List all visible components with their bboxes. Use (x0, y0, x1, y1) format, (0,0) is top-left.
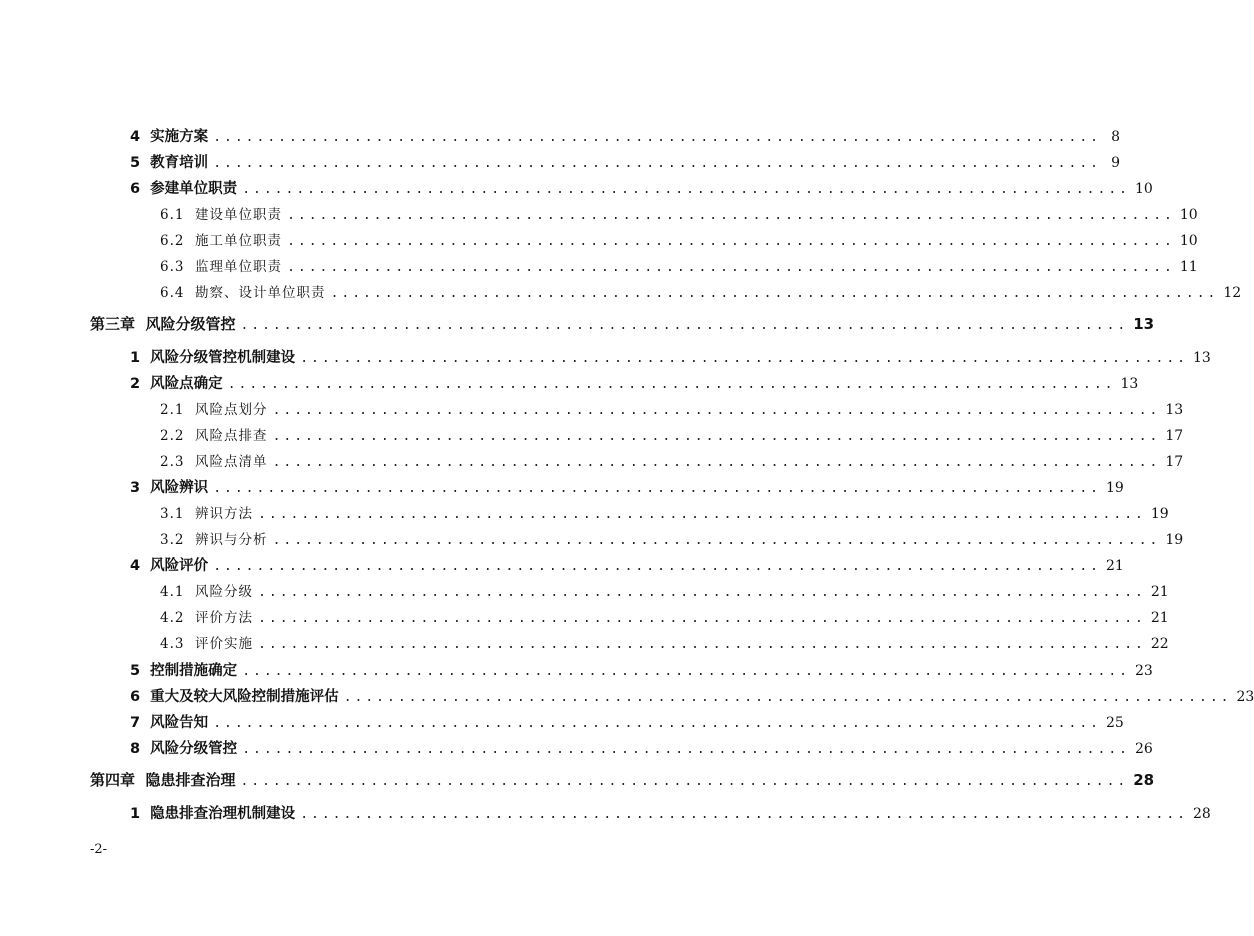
toc-entry-page: 22 (1150, 636, 1169, 652)
dot-leader: .................................................................................. (330, 286, 1219, 301)
dot-leader: .................................................................................. (300, 807, 1188, 822)
toc-entry-label: 6.2 施工单位职责 (160, 233, 283, 249)
toc-entry[interactable] (130, 685, 1254, 706)
toc-entry-page: 13 (1133, 315, 1155, 333)
toc-entry-label: 1 隐患排查治理机制建设 (130, 806, 296, 822)
toc-entry-label: 6 参建单位职责 (130, 181, 238, 197)
toc-entry-page: 25 (1105, 715, 1124, 731)
toc-entry-label: 6.1 建设单位职责 (160, 207, 283, 223)
toc-entry-page: 17 (1165, 454, 1184, 470)
toc-entry-label: 2.3 风险点清单 (160, 454, 268, 470)
toc-entry-page: 19 (1165, 532, 1184, 548)
toc-entry-label: 1 风险分级管控机制建设 (130, 350, 296, 366)
toc-entry-page: 21 (1105, 558, 1124, 574)
toc-entry-page: 19 (1105, 480, 1124, 496)
dot-leader: .................................................................................. (213, 481, 1101, 496)
toc-entry[interactable] (130, 802, 1211, 823)
toc-entry-label: 2.2 风险点排查 (160, 428, 268, 444)
toc-entry-label: 4 风险评价 (130, 558, 209, 574)
toc-entry[interactable] (160, 450, 1184, 470)
dot-leader: .................................................................................. (287, 208, 1175, 223)
toc-entry-label: 8 风险分级管控 (130, 741, 238, 757)
toc-entry-label: 6.3 监理单位职责 (160, 259, 283, 275)
toc-entry[interactable] (160, 502, 1169, 522)
dot-leader: .................................................................................. (272, 429, 1161, 444)
dot-leader: .................................................................................. (213, 559, 1101, 574)
toc-entry-page: 17 (1165, 428, 1184, 444)
toc-entry-label: 3 风险辨识 (130, 480, 209, 496)
toc-entry-page: 21 (1150, 584, 1169, 600)
dot-leader: .................................................................................. (258, 585, 1146, 600)
toc-chapter-entry[interactable] (90, 769, 1155, 790)
toc-entry[interactable] (130, 737, 1153, 758)
toc-entry[interactable] (130, 711, 1124, 732)
toc-entry[interactable] (160, 632, 1169, 652)
dot-leader: .................................................................................. (300, 351, 1188, 366)
toc-entry-label: 4.1 风险分级 (160, 584, 254, 600)
toc-entry[interactable] (160, 255, 1198, 275)
toc-entry-label: 6.4 勘察、设计单位职责 (160, 285, 326, 301)
dot-leader: .................................................................................. (272, 403, 1161, 418)
toc-entry[interactable] (130, 659, 1153, 680)
toc-entry-page: 26 (1134, 741, 1153, 757)
toc-entry-page: 23 (1236, 689, 1254, 705)
toc-entry-label: 第三章 风险分级管控 (90, 315, 236, 333)
toc-entry-label: 4 实施方案 (130, 129, 209, 145)
toc-entry-label: 3.2 辨识与分析 (160, 532, 268, 548)
toc-entry[interactable] (130, 151, 1120, 172)
dot-leader: .................................................................................. (227, 377, 1116, 392)
toc-entry[interactable] (160, 203, 1198, 223)
toc-entry-page: 19 (1150, 506, 1169, 522)
toc-entry-page: 11 (1179, 259, 1198, 275)
toc-entry-page: 28 (1133, 771, 1155, 789)
toc-entry-label: 5 控制措施确定 (130, 663, 238, 679)
toc-entry-label: 5 教育培训 (130, 155, 209, 171)
toc-entry-page: 28 (1192, 806, 1211, 822)
dot-leader: .................................................................................. (287, 260, 1175, 275)
dot-leader: .................................................................................. (258, 611, 1146, 626)
dot-leader: .................................................................................. (287, 234, 1175, 249)
toc-entry-page: 10 (1179, 207, 1198, 223)
toc-entry[interactable] (130, 125, 1120, 146)
toc-entry[interactable] (160, 398, 1184, 418)
toc-entry-label: 2 风险点确定 (130, 376, 223, 392)
toc-entry[interactable] (160, 580, 1169, 600)
toc-entry[interactable] (160, 424, 1184, 444)
toc-entry-label: 2.1 风险点划分 (160, 402, 268, 418)
toc-entry-label: 第四章 隐患排查治理 (90, 771, 236, 789)
toc-entry[interactable] (130, 476, 1124, 497)
dot-leader: .................................................................................. (213, 130, 1101, 145)
dot-leader: .................................................................................. (272, 533, 1161, 548)
toc-entry[interactable] (130, 346, 1211, 367)
toc-entry-page: 13 (1192, 350, 1211, 366)
toc-entry[interactable] (160, 606, 1169, 626)
dot-leader: .................................................................................. (258, 507, 1146, 522)
toc-entry-label: 6 重大及较大风险控制措施评估 (130, 689, 339, 705)
toc-entry[interactable] (160, 281, 1242, 301)
toc-entry-page: 21 (1150, 610, 1169, 626)
toc-entry[interactable] (160, 528, 1184, 548)
dot-leader: .................................................................................. (242, 664, 1130, 679)
dot-leader: .................................................................................. (213, 716, 1101, 731)
toc-entry-label: 4.2 评价方法 (160, 610, 254, 626)
toc-entry-page: 12 (1223, 285, 1242, 301)
toc-entry-page: 10 (1179, 233, 1198, 249)
dot-leader: .................................................................................. (242, 742, 1130, 757)
toc-entry-page: 9 (1111, 155, 1120, 171)
dot-leader: .................................................................................. (272, 455, 1161, 470)
dot-leader: .................................................................................. (242, 182, 1130, 197)
toc-entry-page: 13 (1120, 376, 1139, 392)
dot-leader: .................................................................................. (343, 690, 1232, 705)
toc-entry-page: 13 (1165, 402, 1184, 418)
toc-entry[interactable] (160, 229, 1198, 249)
toc-entry-page: 23 (1134, 663, 1153, 679)
toc-entry-page: 10 (1134, 181, 1153, 197)
toc-entry[interactable] (130, 554, 1124, 575)
dot-leader: .................................................................................. (240, 774, 1129, 789)
toc-entry-page: 8 (1111, 129, 1120, 145)
toc-entry-label: 3.1 辨识方法 (160, 506, 254, 522)
toc-entry-label: 7 风险告知 (130, 715, 209, 731)
dot-leader: .................................................................................. (240, 318, 1129, 333)
dot-leader: .................................................................................. (258, 637, 1146, 652)
toc-chapter-entry[interactable] (90, 313, 1155, 334)
dot-leader: .................................................................................. (213, 156, 1101, 171)
toc-entry-label: 4.3 评价实施 (160, 636, 254, 652)
page-number: -2- (90, 842, 108, 857)
toc-entry[interactable] (130, 372, 1139, 393)
toc-entry[interactable] (130, 177, 1153, 198)
